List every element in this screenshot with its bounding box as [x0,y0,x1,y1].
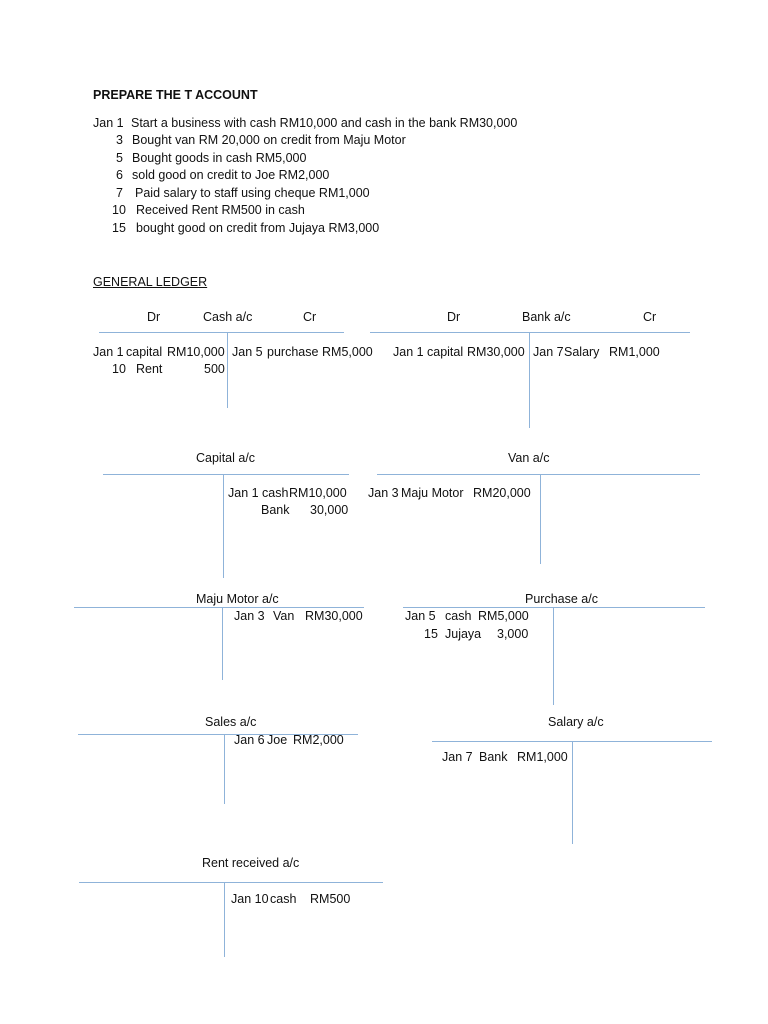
t-account-horizontal-line [370,332,690,333]
t-account-horizontal-line [377,474,700,475]
account-title: Salary a/c [548,715,604,729]
t-account-vertical-line [223,474,224,578]
ledger-entry-amount: 3,000 [497,627,529,641]
ledger-entry-amount: 500 [204,362,225,376]
ledger-entry-date: Jan 5 [232,345,263,359]
transaction-text: bought good on credit from Jujaya RM3,000 [136,221,380,235]
account-title: Maju Motor a/c [196,592,279,606]
dr-label: Dr [447,310,461,324]
ledger-entry-amount: RM2,000 [293,733,344,747]
t-account-vertical-line [553,607,554,705]
ledger-entry-date: 15 [424,627,438,641]
ledger-entry-desc: capital [427,345,464,359]
ledger-entry-date: Jan 7 [533,345,564,359]
ledger-entry-amount: RM20,000 [473,486,531,500]
t-account-vertical-line [540,474,541,564]
ledger-entry-amount: 30,000 [310,503,349,517]
ledger-entry-date: Jan 3 [234,609,265,623]
transaction-text: Bought goods in cash RM5,000 [132,151,307,165]
ledger-entry-desc: Bank [479,750,508,764]
transaction-date: Jan 1 [93,116,124,130]
t-account-horizontal-line [99,332,344,333]
account-title: Bank a/c [522,310,571,324]
transaction-date: 6 [116,168,123,182]
ledger-entry-amount: RM10,000 [289,486,347,500]
t-account-horizontal-line [403,607,705,608]
ledger-entry-date: Jan 1 [93,345,124,359]
ledger-entry-amount: RM5,000 [322,345,373,359]
ledger-entry-date: Jan 10 [231,892,269,906]
ledger-entry-amount: RM1,000 [517,750,568,764]
page-title: PREPARE THE T ACCOUNT [93,88,258,102]
transaction-date: 5 [116,151,123,165]
account-title: Van a/c [508,451,550,465]
ledger-entry-desc: purchase [267,345,319,359]
ledger-entry-amount: RM30,000 [467,345,525,359]
transaction-text: Received Rent RM500 in cash [136,203,305,217]
t-account-vertical-line [224,882,225,957]
dr-label: Dr [147,310,161,324]
transaction-date: 7 [116,186,123,200]
ledger-entry-date: Jan 6 [234,733,265,747]
ledger-entry-desc: cash [262,486,289,500]
cr-label: Cr [303,310,317,324]
transaction-date: 3 [116,133,123,147]
ledger-entry-desc: Jujaya [445,627,482,641]
transaction-text: Bought van RM 20,000 on credit from Maju Motor [132,133,406,147]
t-account-vertical-line [227,332,228,408]
t-account-horizontal-line [103,474,349,475]
ledger-entry-date: Jan 1 [228,486,259,500]
ledger-entry-desc: Van [273,609,295,623]
account-title: Rent received a/c [202,856,300,870]
ledger-entry-desc: Joe [267,733,288,747]
transaction-text: sold good on credit to Joe RM2,000 [132,168,330,182]
ledger-entry-amount: RM1,000 [609,345,660,359]
account-title: Purchase a/c [525,592,598,606]
ledger-entry-amount: RM30,000 [305,609,363,623]
ledger-entry-desc: capital [126,345,163,359]
transaction-date: 15 [112,221,126,235]
ledger-entry-desc: Maju Motor [401,486,464,500]
ledger-entry-desc: cash [445,609,472,623]
t-account-horizontal-line [74,607,364,608]
ledger-entry-date: Jan 5 [405,609,436,623]
account-title: Cash a/c [203,310,253,324]
ledger-entry-amount: RM10,000 [167,345,225,359]
transaction-text: Paid salary to staff using cheque RM1,000 [135,186,370,200]
account-title: Capital a/c [196,451,256,465]
t-account-vertical-line [224,734,225,804]
ledger-entry-desc: Bank [261,503,290,517]
ledger-heading: GENERAL LEDGER [93,275,208,289]
cr-label: Cr [643,310,657,324]
t-account-vertical-line [572,741,573,844]
t-account-horizontal-line [79,882,383,883]
ledger-entry-date: Jan 1 [393,345,424,359]
ledger-entry-date: 10 [112,362,126,376]
transaction-date: 10 [112,203,126,217]
ledger-entry-desc: Salary [564,345,600,359]
ledger-entry-amount: RM500 [310,892,351,906]
ledger-entry-date: Jan 7 [442,750,473,764]
ledger-entry-desc: Rent [136,362,163,376]
ledger-entry-date: Jan 3 [368,486,399,500]
account-title: Sales a/c [205,715,257,729]
ledger-entry-desc: cash [270,892,297,906]
t-account-vertical-line [529,332,530,428]
transaction-text: Start a business with cash RM10,000 and cash in the bank RM30,000 [131,116,518,130]
ledger-entry-amount: RM5,000 [478,609,529,623]
t-account-vertical-line [222,607,223,680]
